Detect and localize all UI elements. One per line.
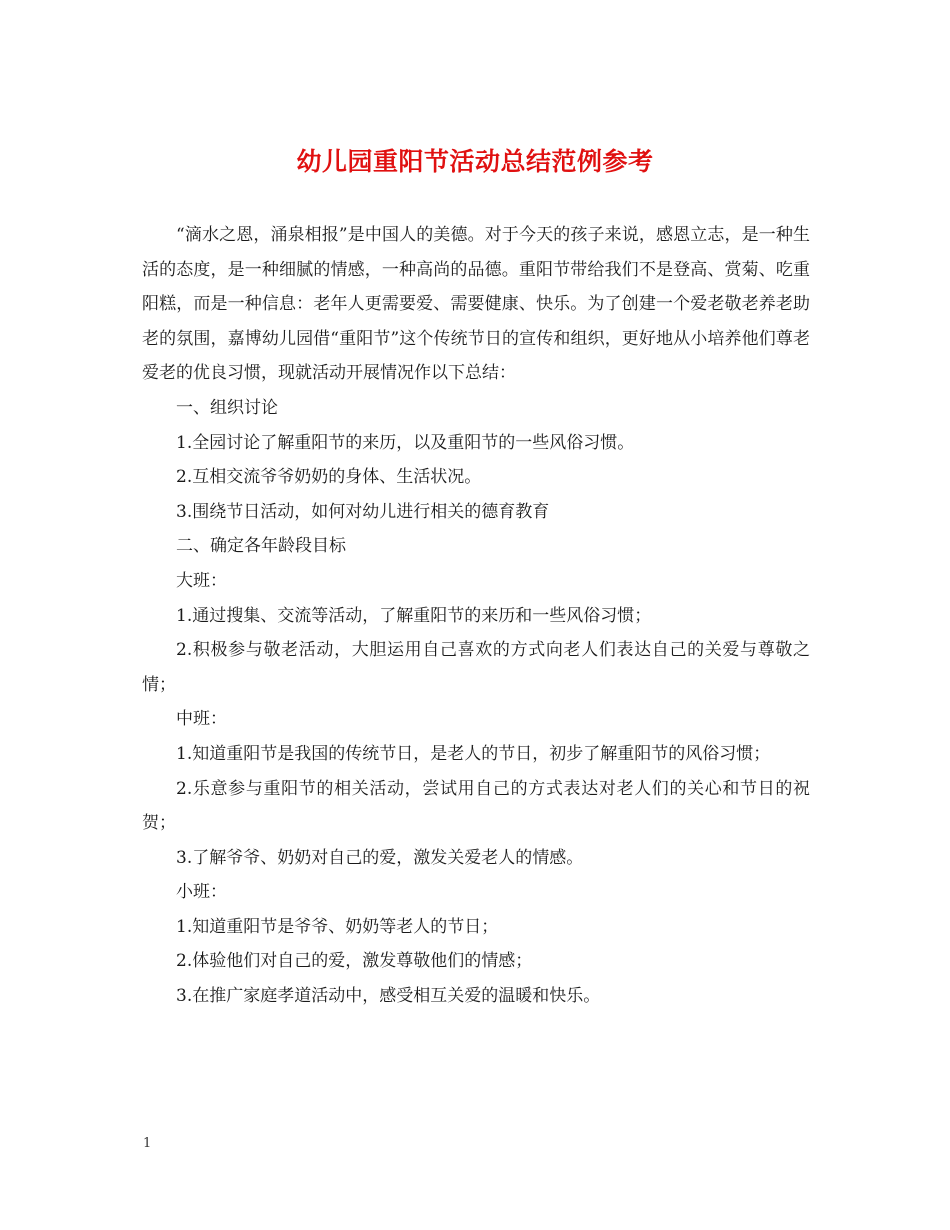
list-item: 2.体验他们对自己的爱，激发尊敬他们的情感； [176,951,533,972]
page-number: 1 [143,1136,152,1151]
list-item: 3.在推广家庭孝道活动中，感受相互关爱的温暖和快乐。 [176,986,601,1007]
list-item: 2.积极参与敬老活动，大胆运用自己喜欢的方式向老人们表达自己的关爱与尊敬之情； [142,640,810,695]
list-item: 1.通过搜集、交流等活动，了解重阳节的来历和一些风俗习惯； [176,605,652,626]
subheading-senior-class: 大班： [176,570,227,591]
list-item: 3.围绕节日活动，如何对幼儿进行相关的德育教育 [176,501,550,522]
document-title: 幼儿园重阳节活动总结范例参考 [296,147,654,176]
subheading-middle-class: 中班： [176,709,227,730]
list-item: 2.乐意参与重阳节的相关活动，尝试用自己的方式表达对老人们的关心和节日的祝贺； [142,778,810,834]
list-item: 2.互相交流爷爷奶奶的身体、生活状况。 [176,467,482,488]
list-item: 1.知道重阳节是我国的传统节日，是老人的节日，初步了解重阳节的风俗习惯； [176,743,771,764]
document-body [142,218,810,1014]
list-item: 1.全园讨论了解重阳节的来历，以及重阳节的一些风俗习惯。 [176,432,635,453]
intro-paragraph: “滴水之恩，涌泉相报”是中国人的美德。对于今天的孩子来说，感恩立志，是一种生活的态度，是一种细腻的情感，一种高尚的品德。重阳节带给我们不是登高、赏菊、吃重阳糕，而是一种信息：老年人更需要爱、需要健康、快乐。为了创建一个爱老敬老养老助老的氛围，嘉博幼儿园借“重阳节”这个传统节日的宣传和组织，更好地从小培养他们尊老爱老的优良习惯，现就活动开展情况作以下总结： [142,225,810,384]
section-heading-goals: 二、确定各年龄段目标 [176,536,346,557]
subheading-junior-class: 小班： [176,882,227,903]
list-item: 1.知道重阳节是爷爷、奶奶等老人的节日； [176,916,499,937]
list-item: 3.了解爷爷、奶奶对自己的爱，激发关爱老人的情感。 [176,847,584,868]
section-heading-discussion: 一、组织讨论 [176,397,278,418]
